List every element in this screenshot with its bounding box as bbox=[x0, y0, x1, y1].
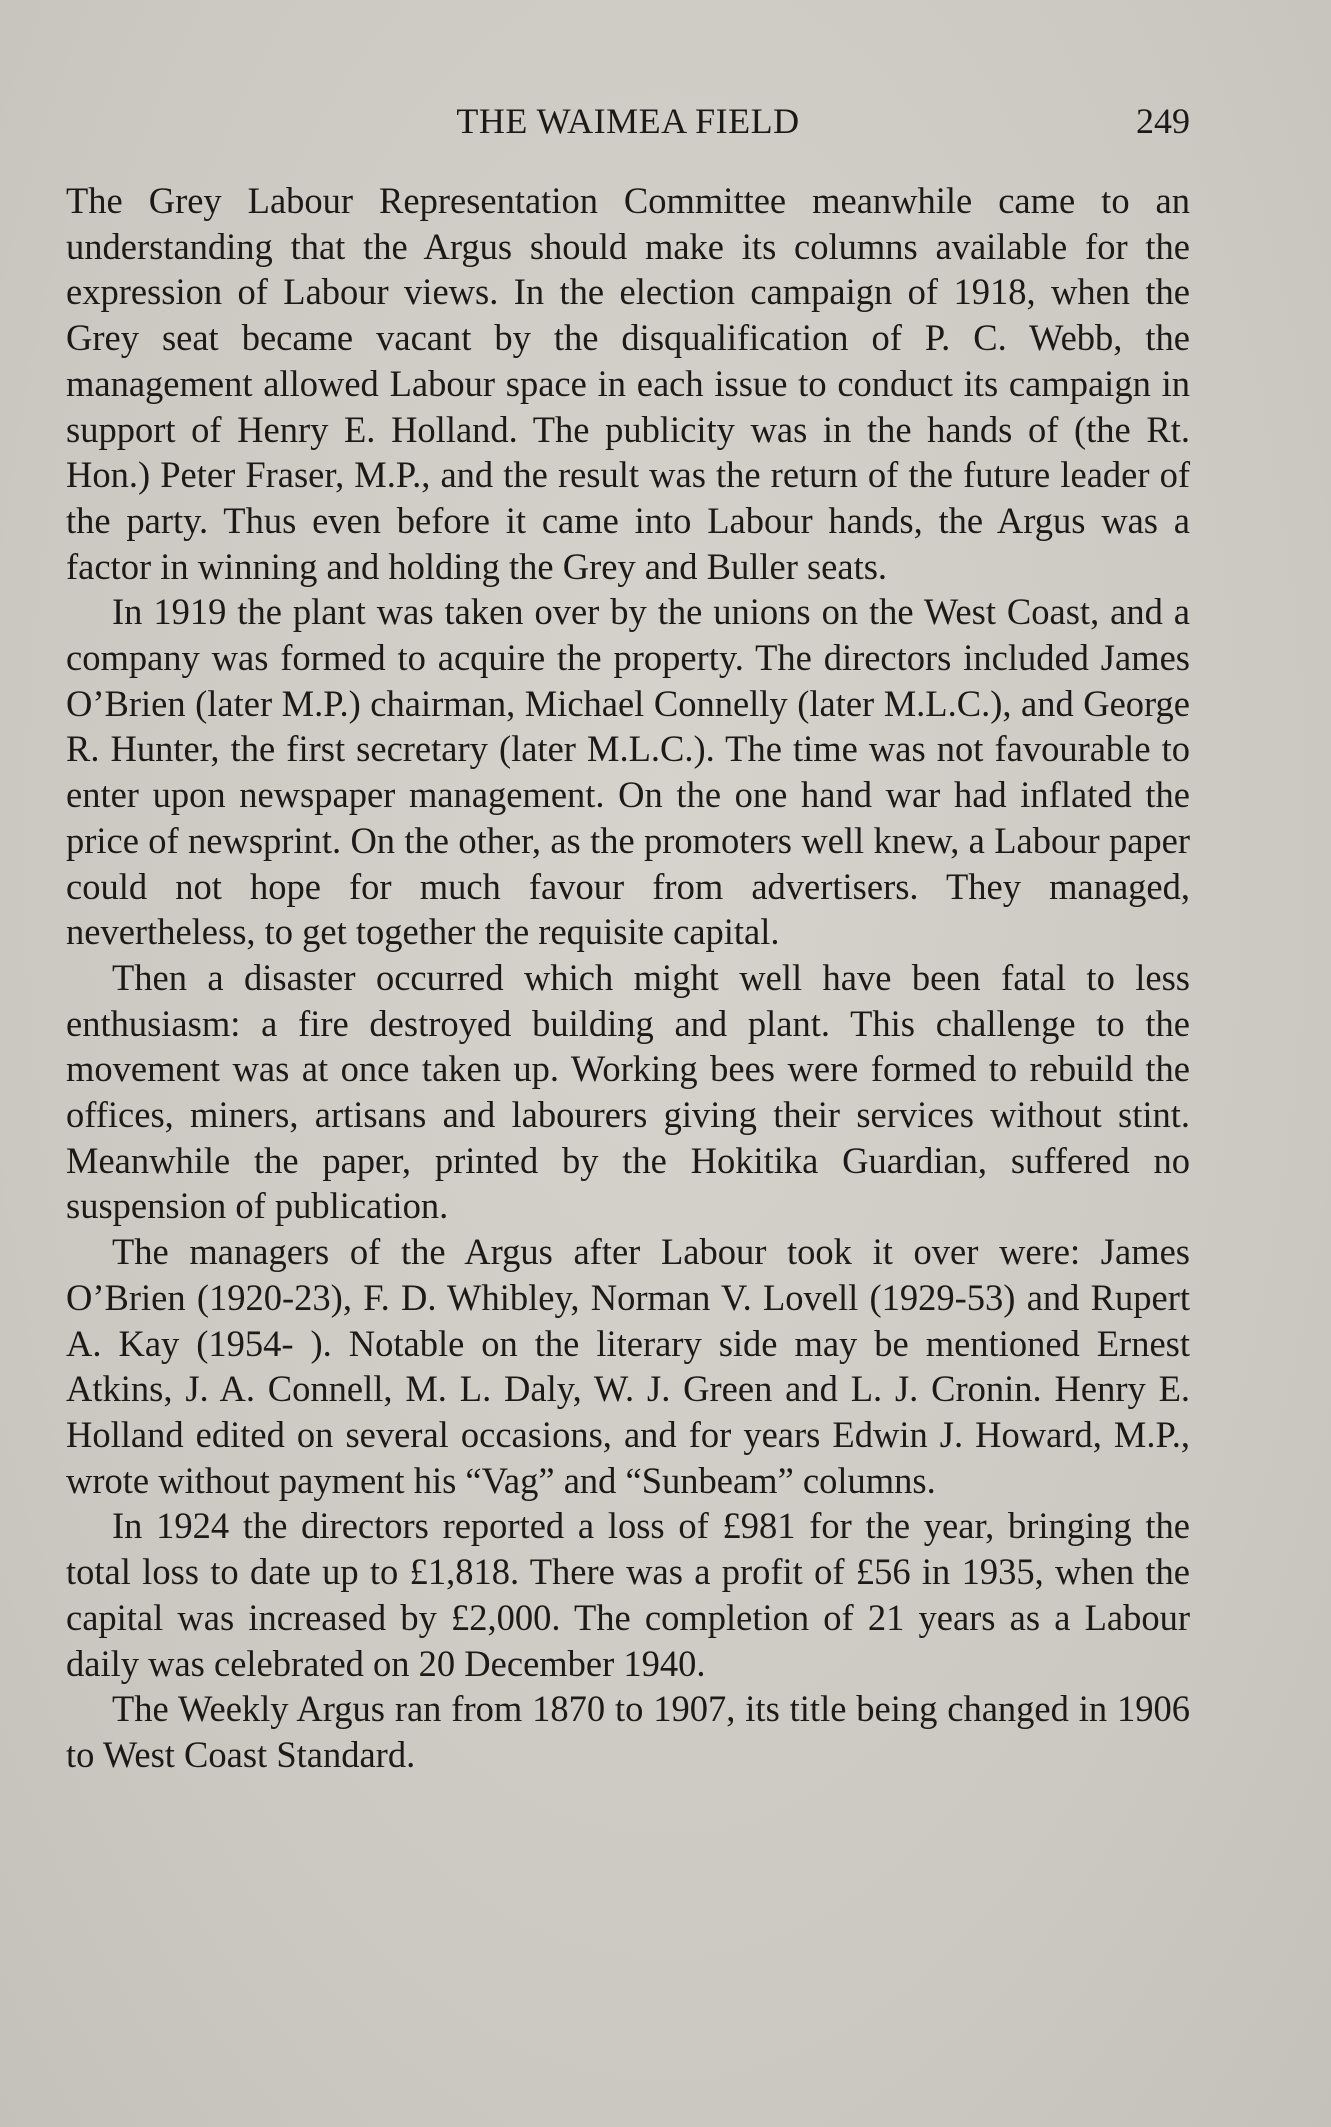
paragraph-6: The Weekly Argus ran from 1870 to 1907, its title being changed in 1906 to West Coast Standard. bbox=[66, 1688, 1190, 1775]
running-head bbox=[66, 100, 1190, 148]
body-text bbox=[66, 178, 1190, 1778]
paragraph-3: Then a disaster occurred which might well have been fatal to less enthusiasm: a fire destroyed building and plant. This challenge to the movement was at once taken up. Working bees were formed to rebuild the offices, miners, artisans and labourers giving their services without stint. Meanwhile the paper, printed by the Hokitika Guardian, suffered no suspension of publication. bbox=[66, 956, 1190, 1227]
paragraph-5: In 1924 the directors reported a loss of £981 for the year, bringing the total loss to date up to £1,818. There was a profit of £56 in 1935, when the capital was increased by £2,000. The completion of 21 years as a Labour daily was celebrated on 20 December 1940. bbox=[66, 1505, 1190, 1684]
paragraph-1: The Grey Labour Representation Committee meanwhile came to an understanding that the Argus should make its columns available for the expression of Labour views. In the election campaign of 1918, when the Grey seat became vacant by the disqualification of P. C. Webb, the management allowed Labour space in each issue to conduct its campaign in support of Henry E. Holland. The publicity was in the hands of (the Rt. Hon.) Peter Fraser, M.P., and the result was the return of the future leader of the party. Thus even before it came into Labour hands, the Argus was a factor in winning and holding the Grey and Buller seats. bbox=[66, 180, 1190, 587]
paragraph-4: The managers of the Argus after Labour took it over were: James O’Brien (1920-23), F. D. Whibley, Norman V. Lovell (1929-53) and Rupert A. Kay (1954- ). Notable on the literary side may be mentioned Ernest Atkins, J. A. Connell, M. L. Daly, W. J. Green and L. J. Cronin. Henry E. Holland edited on several occasions, and for years Edwin J. Howard, M.P., wrote without payment his “Vag” and “Sunbeam” columns. bbox=[66, 1231, 1190, 1501]
running-title: THE WAIMEA FIELD bbox=[456, 101, 800, 141]
paragraph-2: In 1919 the plant was taken over by the unions on the West Coast, and a company was formed to acquire the property. The directors included James O’Brien (later M.P.) chairman, Michael Connelly (later M.L.C.), and George R. Hunter, the first secretary (later M.L.C.). The time was not favourable to enter upon newspaper management. On the one hand war had inflated the price of newsprint. On the other, as the promoters well knew, a Labour paper could not hope for much favour from advertisers. They managed, nevertheless, to get together the requisite capital. bbox=[66, 591, 1190, 953]
page-number: 249 bbox=[1136, 101, 1190, 141]
